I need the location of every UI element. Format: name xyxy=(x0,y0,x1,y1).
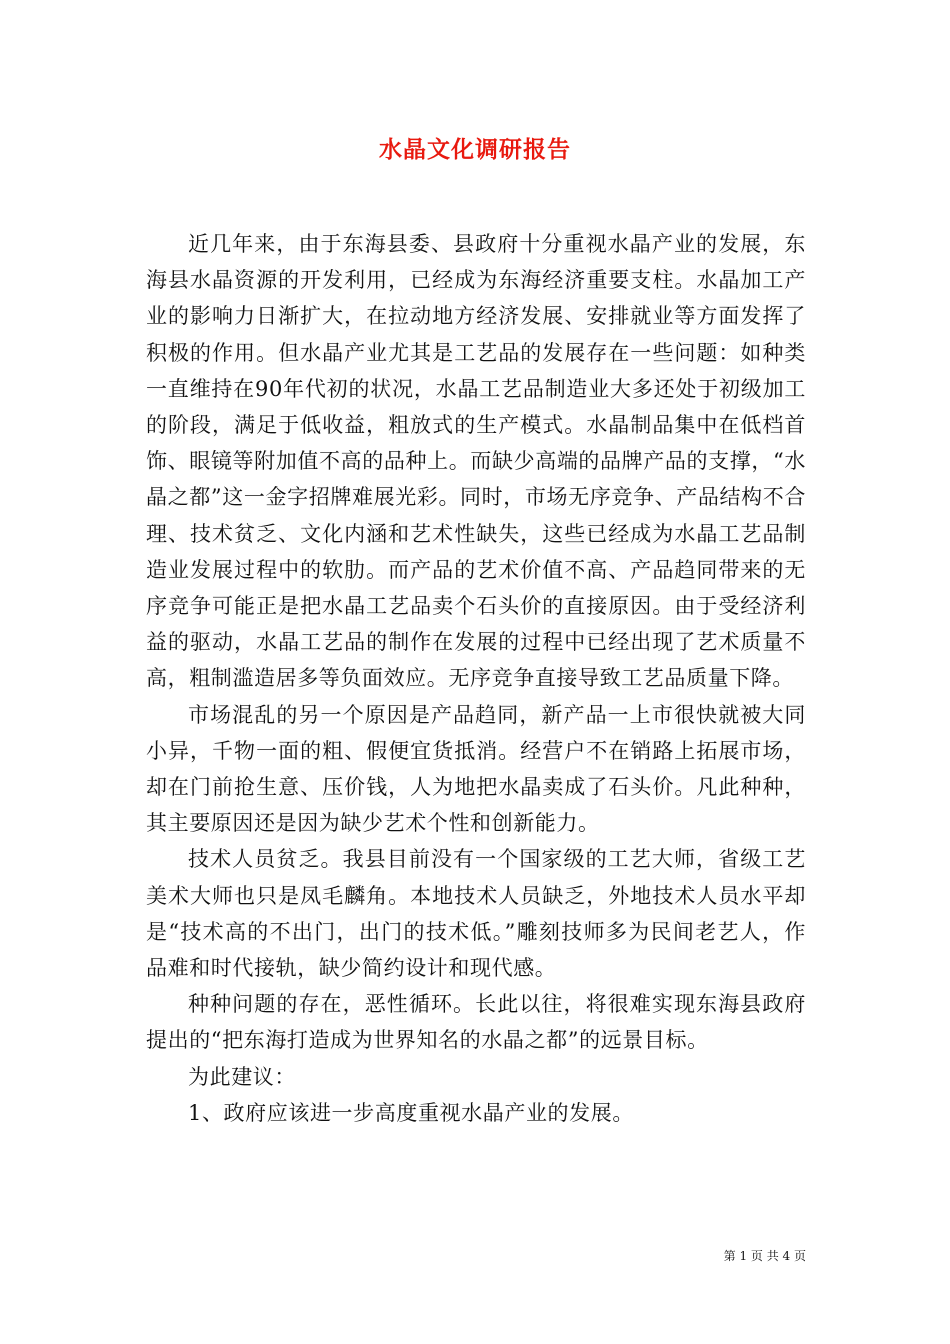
paragraph-intro: 近几年来，由于东海县委、县政府十分重视水晶产业的发展，东海县水晶资源的开发利用，已经成为东海经济重要支柱。水晶加工产业的影响力日渐扩大，在拉动地方经济发展、安排就业等方面发挥了积极的作用。但水晶产业尤其是工艺品的发展存在一些问题：如种类一直维持在90年代初的状况，水晶工艺品制造业大多还处于初级加工的阶段，满足于低收益，粗放式的生产模式。水晶制品集中在低档首饰、眼镜等附加值不高的品种上。而缺少高端的品牌产品的支撑，“水晶之都”这一金字招牌难展光彩。同时，市场无序竞争、产品结构不合理、技术贫乏、文化内涵和艺术性缺失，这些已经成为水晶工艺品制造业发展过程中的软肋。而产品的艺术价值不高、产品趋同带来的无序竞争可能正是把水晶工艺品卖个石头价的直接原因。由于受经济利益的驱动，水晶工艺品的制作在发展的过程中已经出现了艺术质量不高，粗制滥造居多等负面效应。无序竞争直接导致工艺品质量下降。 xyxy=(146,232,806,691)
paragraph-market-chaos: 市场混乱的另一个原因是产品趋同，新产品一上市很快就被大同小异，千物一面的粗、假便宜货抵消。经营户不在销路上拓展市场，却在门前抢生意、压价钱，人为地把水晶卖成了石头价。凡此种种，其主要原因还是因为缺少艺术个性和创新能力。 xyxy=(146,702,806,836)
paragraph-vicious-cycle: 种种问题的存在，恶性循环。长此以往，将很难实现东海县政府提出的“把东海打造成为世界知名的水晶之都”的远景目标。 xyxy=(146,992,806,1053)
document-title: 水晶文化调研报告 xyxy=(379,136,571,163)
page-number: 第 1 页 共 4 页 xyxy=(723,1249,806,1263)
document-body xyxy=(146,226,806,1131)
paragraph-suggestion-1: 1、政府应该进一步高度重视水晶产业的发展。 xyxy=(188,1100,634,1125)
paragraph-talent-shortage: 技术人员贫乏。我县目前没有一个国家级的工艺大师，省级工艺美术大师也只是凤毛麟角。本地技术人员缺乏，外地技术人员水平却是“技术高的不出门，出门的技术低。”雕刻技师多为民间老艺人，作品难和时代接轨，缺少简约设计和现代感。 xyxy=(146,847,806,981)
paragraph-suggestion-heading: 为此建议： xyxy=(188,1064,296,1089)
